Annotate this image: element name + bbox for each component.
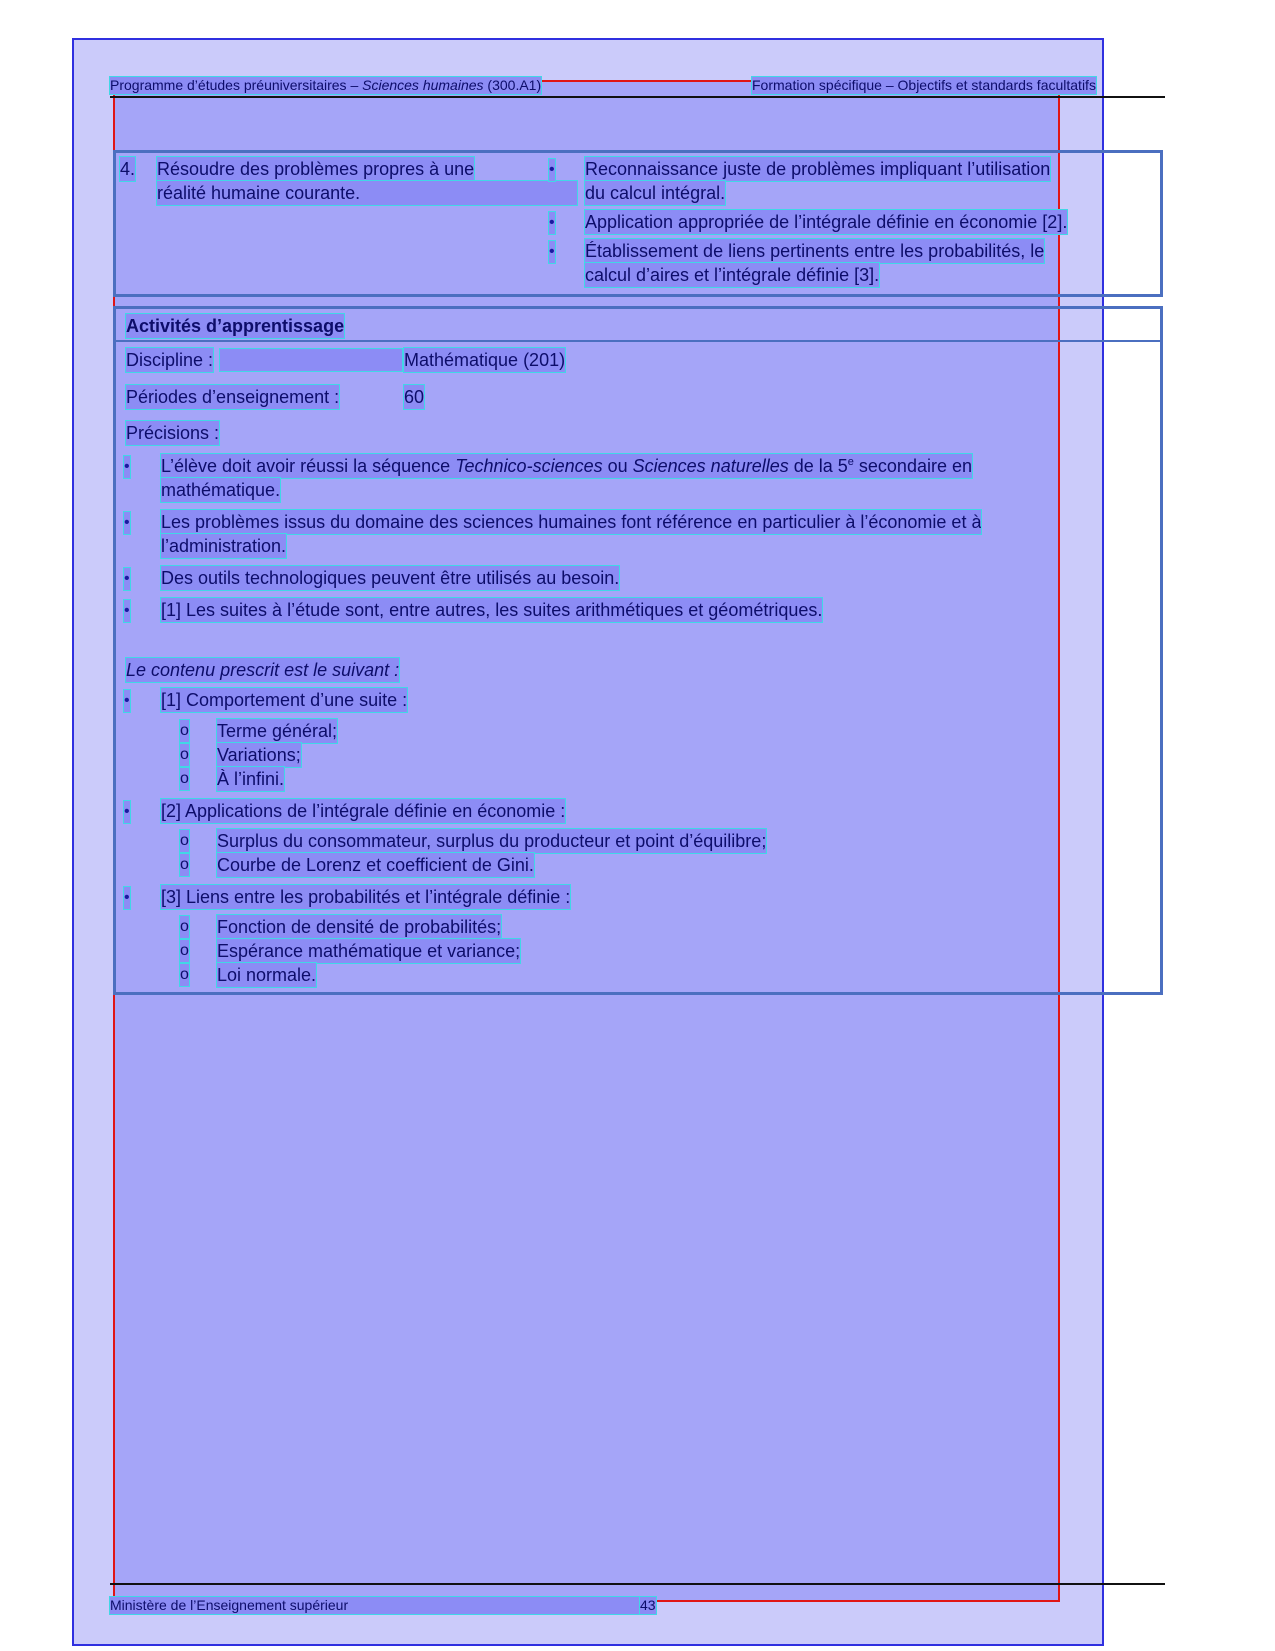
criterion-1-line2: du calcul intégral. xyxy=(585,183,726,203)
discipline-value: Mathématique (201) xyxy=(404,350,566,370)
periods-value: 60 xyxy=(404,387,425,407)
precision-bullet: • xyxy=(124,568,130,590)
content-intro: Le contenu prescrit est le suivant : xyxy=(126,660,400,680)
footer-ministry: Ministère de l’Enseignement supérieur xyxy=(110,1597,640,1614)
precision-1-line2: mathématique. xyxy=(161,480,281,500)
content-group-3-item: Espérance mathématique et variance; xyxy=(217,941,521,961)
criterion-1-line1: Reconnaissance juste de problèmes impliquant l’utilisation xyxy=(585,159,1051,179)
criterion-3-line1: Établissement de liens pertinents entre les probabilités, le xyxy=(585,241,1045,261)
precisions-label: Précisions : xyxy=(126,423,220,443)
activities-heading-rule xyxy=(116,340,1160,342)
content-bullet: • xyxy=(124,801,130,823)
objective-title-line1: Résoudre des problèmes propres à une xyxy=(157,159,475,179)
content-group-2-title: [2] Applications de l’intégrale définie en économie : xyxy=(161,801,566,821)
discipline-gap xyxy=(220,349,402,371)
criterion-bullet: • xyxy=(549,241,555,263)
discipline-label: Discipline : xyxy=(126,350,214,370)
header-program-title: Programme d’études préuniversitaires – Sciences humaines (300.A1) xyxy=(110,77,542,93)
content-bullet: • xyxy=(124,690,130,712)
content-bullet: • xyxy=(124,887,130,909)
footer-rule xyxy=(110,1583,1165,1585)
content-group-2-item: Courbe de Lorenz et coefficient de Gini. xyxy=(217,855,534,875)
content-group-3-item: Loi normale. xyxy=(217,965,317,985)
precision-2-line2: l’administration. xyxy=(161,536,287,556)
sub-bullet: o xyxy=(180,720,189,742)
content-group-1-item: À l’infini. xyxy=(217,769,285,789)
content-group-1-item: Variations; xyxy=(217,745,301,765)
content-group-1-title: [1] Comportement d’une suite : xyxy=(161,690,408,710)
precision-2-line1: Les problèmes issus du domaine des sciences humaines font référence en particulier à l’économie et à xyxy=(161,512,982,532)
footer-page-number: 43 xyxy=(640,1597,656,1613)
header-rule xyxy=(110,96,1165,98)
criterion-bullet: • xyxy=(549,159,555,181)
criterion-3-line2: calcul d’aires et l’intégrale définie [3]. xyxy=(585,265,880,285)
sub-bullet: o xyxy=(180,916,189,938)
activities-heading: Activités d’apprentissage xyxy=(126,316,345,336)
content-group-3-title: [3] Liens entre les probabilités et l’intégrale définie : xyxy=(161,887,571,907)
sub-bullet: o xyxy=(180,854,189,876)
sub-bullet: o xyxy=(180,830,189,852)
periods-label: Périodes d’enseignement : xyxy=(126,387,340,407)
precision-bullet: • xyxy=(124,512,130,534)
precision-3: Des outils technologiques peuvent être utilisés au besoin. xyxy=(161,568,620,588)
precision-1-line1: L’élève doit avoir réussi la séquence Technico-sciences ou Sciences naturelles de la 5e secondaire en xyxy=(161,456,972,476)
sub-bullet: o xyxy=(180,768,189,790)
criterion-2-line1: Application appropriée de l’intégrale définie en économie [2]. xyxy=(585,212,1068,232)
precision-bullet: • xyxy=(124,456,130,478)
header-section-title: Formation spécifique – Objectifs et standards facultatifs xyxy=(752,77,1096,93)
precision-bullet: • xyxy=(124,600,130,622)
objective-number: 4. xyxy=(120,159,136,179)
criterion-bullet: • xyxy=(549,212,555,234)
content-group-2-item: Surplus du consommateur, surplus du producteur et point d’équilibre; xyxy=(217,831,767,851)
sub-bullet: o xyxy=(180,964,189,986)
content-group-1-item: Terme général; xyxy=(217,721,338,741)
sub-bullet: o xyxy=(180,940,189,962)
sub-bullet: o xyxy=(180,744,189,766)
precision-4: [1] Les suites à l’étude sont, entre autres, les suites arithmétiques et géométriques. xyxy=(161,600,823,620)
content-group-3-item: Fonction de densité de probabilités; xyxy=(217,917,502,937)
objective-title-line2: réalité humaine courante. xyxy=(157,181,577,205)
